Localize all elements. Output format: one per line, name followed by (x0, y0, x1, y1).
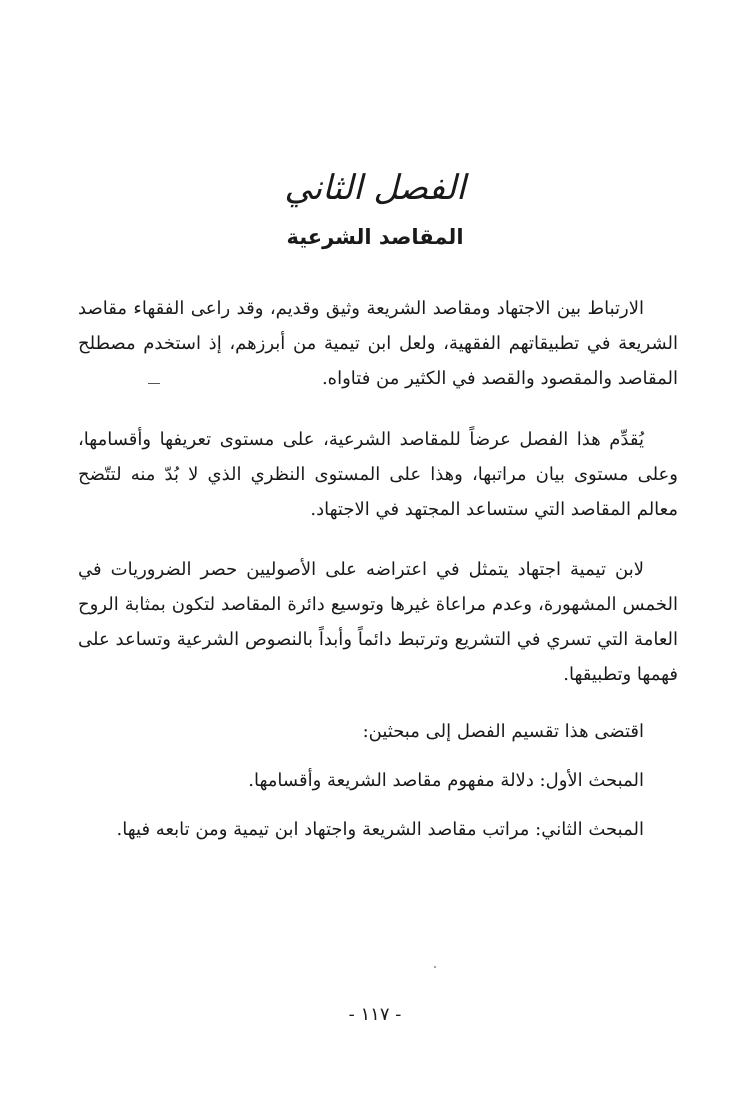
scan-mark (148, 383, 160, 384)
body-text (78, 291, 678, 847)
section-item-1: المبحث الأول: دلالة مفهوم مقاصد الشريعة وأقسامها. (248, 770, 644, 791)
section-item-2: المبحث الثاني: مراتب مقاصد الشريعة واجتهاد ابن تيمية ومن تابعه فيها. (116, 819, 644, 840)
page-number: - ١١٧ - (348, 1004, 402, 1025)
paragraph-2: يُقدِّم هذا الفصل عرضاً للمقاصد الشرعية، على مستوى تعريفها وأقسامها، وعلى مستوى بيان مراتبها، وهذا على المستوى النظري الذي لا بُدّ منه لتتّضح معالم المقاصد التي ستساعد المجتهد في الاجتهاد. (78, 429, 678, 520)
section-title: المقاصد الشرعية (286, 225, 464, 249)
scan-speck (434, 966, 436, 968)
division-intro: اقتضى هذا تقسيم الفصل إلى مبحثين: (362, 721, 644, 742)
paragraph-1: الارتباط بين الاجتهاد ومقاصد الشريعة وثيق وقديم، وقد راعى الفقهاء مقاصد الشريعة في تطبيقاتهم الفقهية، ولعل ابن تيمية من أبرزهم، إذ استخدم مصطلح المقاصد والمقصود والقصد في الكثير من فتاواه. (78, 298, 678, 389)
chapter-title: الفصل الثاني (284, 168, 466, 208)
paragraph-3: لابن تيمية اجتهاد يتمثل في اعتراضه على الأصوليين حصر الضروريات في الخمس المشهورة، وعدم مراعاة غيرها وتوسيع دائرة المقاصد لتكون بمثابة الروح العامة التي تسري في التشريع وترتبط دائماً وأبداً بالنصوص الشرعية وتساعد على فهمها وتطبيقها. (78, 559, 678, 685)
